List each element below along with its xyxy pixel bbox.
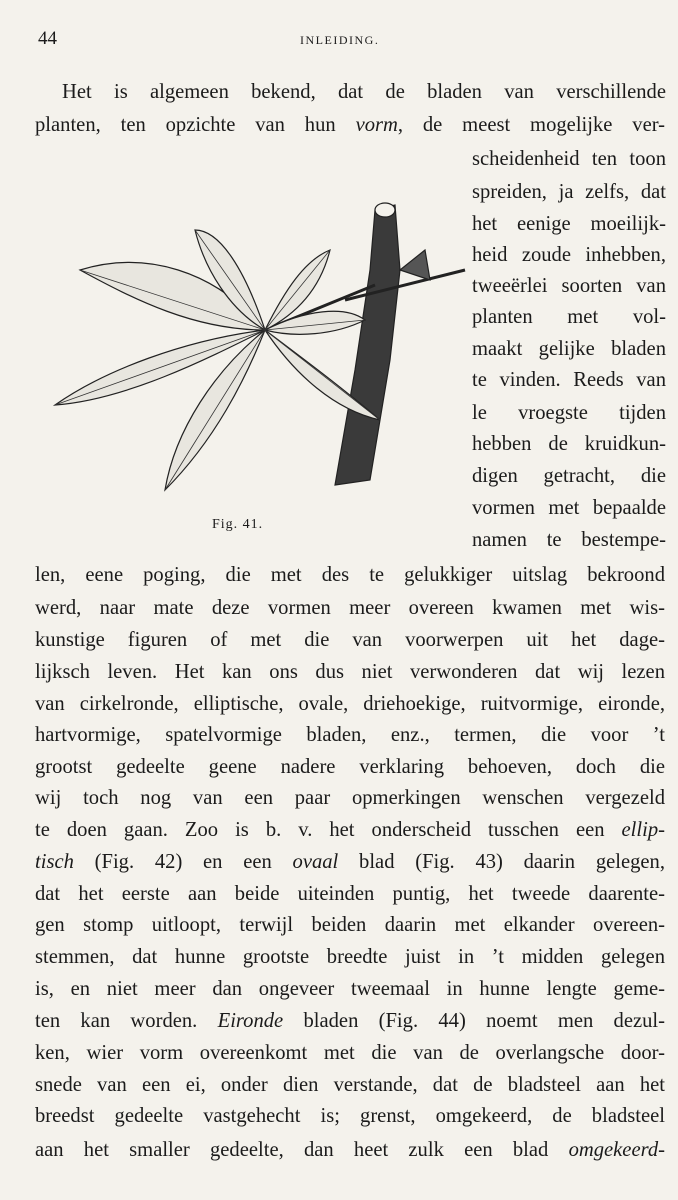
text-line: snede van een ei, onder dien verstande, dat de bladsteel aan het	[35, 1074, 665, 1096]
text-line: breedst gedeelte vastgehecht is; grenst, omgekeerd, de bladsteel	[35, 1105, 665, 1127]
text-line: tisch (Fig. 42) en een ovaal blad (Fig. 43) daarin gelegen,	[35, 851, 665, 873]
text-line: aan het smaller gedeelte, dan heet zulk een blad omgekeerd-	[35, 1139, 665, 1161]
text-line: Het is algemeen bekend, dat de bladen van verschillende	[62, 81, 666, 103]
text-line: te doen gaan. Zoo is b. v. het onderscheid tusschen een ellip-	[35, 819, 665, 841]
text-line: heid zoude inhebben,	[472, 244, 666, 266]
text-line: ken, wier vorm overeenkomt met die van de overlangsche door-	[35, 1042, 665, 1064]
text-line: is, en niet meer dan ongeveer tweemaal in hunne lengte geme-	[35, 978, 665, 1000]
text-line: planten, ten opzichte van hun vorm, de meest mogelijke ver-	[35, 114, 666, 136]
text-line: ten kan worden. Eironde bladen (Fig. 44) noemt men dezul-	[35, 1010, 665, 1032]
figure-caption: Fig. 41.	[212, 517, 264, 532]
text-line: kunstige figuren of met die van voorwerpen uit het dage-	[35, 629, 665, 651]
text-line: grootst gedeelte geene nadere verklaring behoeven, doch die	[35, 756, 665, 778]
text-line: planten met vol-	[472, 306, 666, 328]
text-line: van cirkelronde, elliptische, ovale, driehoekige, ruitvormige, eironde,	[35, 693, 665, 715]
text-line: hartvormige, spatelvormige bladen, enz., termen, die voor ’t	[35, 724, 665, 746]
text-line: len, eene poging, die met des te gelukkiger uitslag bekroond	[35, 564, 665, 586]
text-line: vormen met bepaalde	[472, 497, 666, 519]
text-line: namen te bestempe-	[472, 529, 666, 551]
text-line: tweeërlei soorten van	[472, 275, 666, 297]
text-line: het eenige moeilijk-	[472, 213, 666, 235]
text-line: digen getracht, die	[472, 465, 666, 487]
text-line: werd, naar mate deze vormen meer overeen kwamen met wis-	[35, 597, 665, 619]
text-line: hebben de kruidkun-	[472, 433, 666, 455]
text-line: lijksch leven. Het kan ons dus niet verwonderen dat wij lezen	[35, 661, 665, 683]
running-head: INLEIDING.	[300, 33, 380, 47]
text-line: te vinden. Reeds van	[472, 369, 666, 391]
text-line: scheidenheid ten toon	[472, 148, 666, 170]
text-line: spreiden, ja zelfs, dat	[472, 181, 666, 203]
page-number: 44	[38, 28, 57, 49]
chestnut-leaf-illustration	[45, 190, 475, 500]
text-line: maakt gelijke bladen	[472, 338, 666, 360]
text-line: dat het eerste aan beide uiteinden puntig, het tweede daarente-	[35, 883, 665, 905]
text-line: wij toch nog van een paar opmerkingen wenschen vergezeld	[35, 787, 665, 809]
text-line: gen stomp uitloopt, terwijl beiden daarin met elkander overeen-	[35, 914, 665, 936]
text-line: stemmen, dat hunne grootste breedte juist in ’t midden gelegen	[35, 946, 665, 968]
text-line: le vroegste tijden	[472, 402, 666, 424]
